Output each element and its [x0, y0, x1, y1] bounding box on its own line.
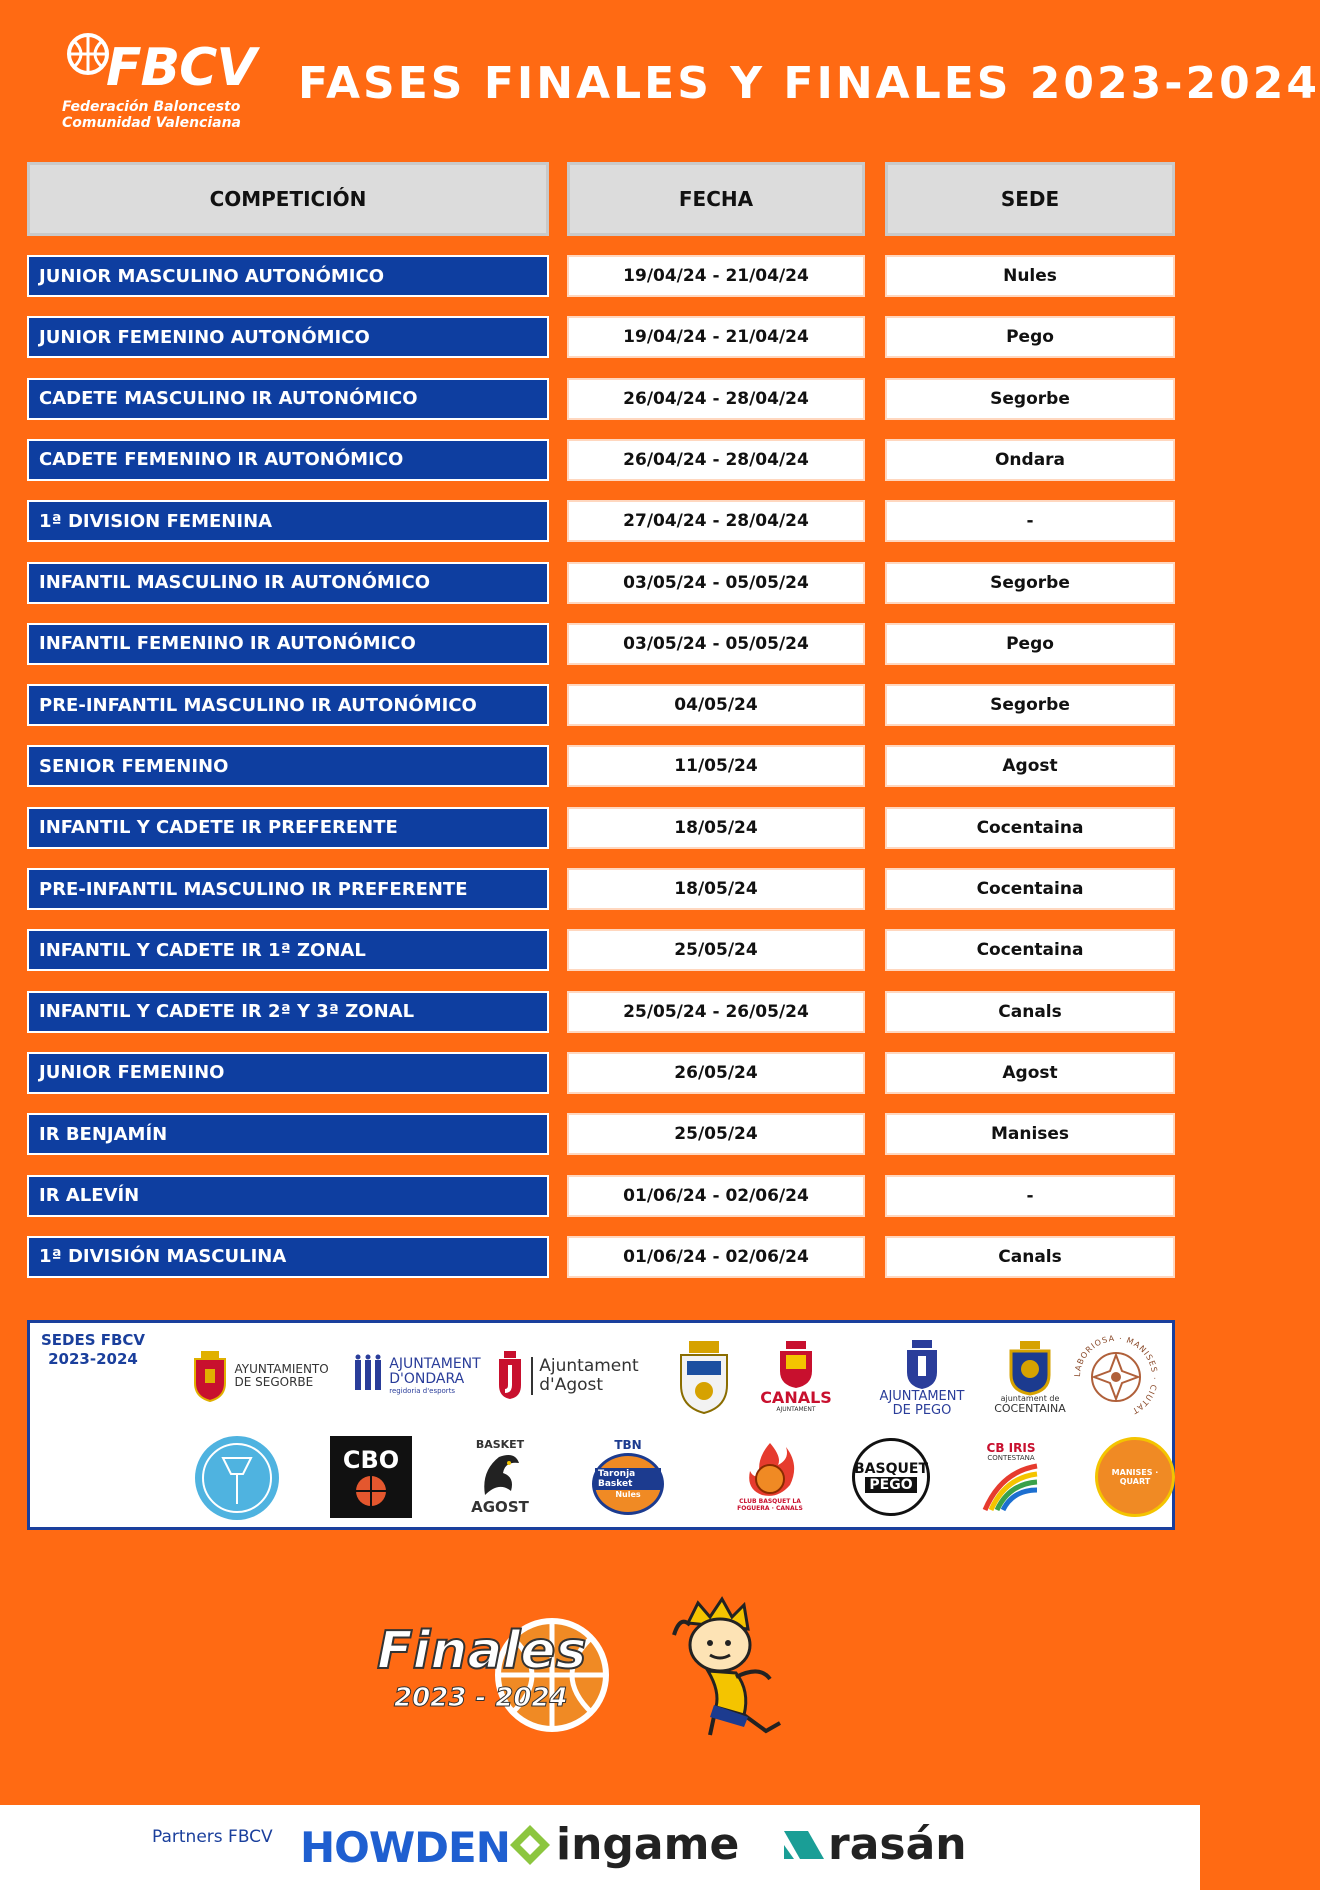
club-cs-logo [190, 1433, 284, 1523]
cell-fecha: 25/05/24 [567, 929, 865, 971]
cell-competicion: PRE-INFANTIL MASCULINO IR AUTONÓMICO [27, 684, 549, 726]
page-title: FASES FINALES Y FINALES 2023-2024 [298, 58, 1320, 109]
page-header [0, 0, 1320, 150]
sedes-title-line-2: 2023-2024 [48, 1350, 138, 1368]
cell-competicion: SENIOR FEMENINO [27, 745, 549, 787]
cell-fecha: 11/05/24 [567, 745, 865, 787]
cell-fecha: 25/05/24 - 26/05/24 [567, 991, 865, 1033]
sedes-panel [27, 1320, 1175, 1530]
cell-sede: Agost [885, 745, 1175, 787]
cell-sede: Segorbe [885, 378, 1175, 420]
ondara-emblem-icon [353, 1354, 383, 1398]
basket-agost-label-2: AGOST [471, 1497, 529, 1516]
cell-sede: Ondara [885, 439, 1175, 481]
finales-year: 2023 - 2024 [394, 1683, 568, 1713]
foguera-label: CLUB BASQUET LA FOGUERA · CANALS [737, 1498, 803, 1512]
basquet-pego-logo [845, 1433, 937, 1521]
cell-competicion: 1ª DIVISION FEMENINA [27, 500, 549, 542]
basket-agost-logo [450, 1431, 550, 1523]
cell-fecha: 27/04/24 - 28/04/24 [567, 500, 865, 542]
mascot-icon [670, 1595, 800, 1745]
cell-sede: - [885, 500, 1175, 542]
iris-label-1: CB IRIS [986, 1440, 1036, 1455]
cell-fecha: 26/05/24 [567, 1052, 865, 1094]
basquet-pego-label-2: PEGO [865, 1477, 916, 1493]
cell-fecha: 26/04/24 - 28/04/24 [567, 378, 865, 420]
cell-sede: Segorbe [885, 562, 1175, 604]
logo-line-2: Comunidad Valenciana [62, 115, 241, 131]
pego-crest-icon [904, 1340, 940, 1390]
agost-label-2: d'Agost [539, 1375, 604, 1395]
logo-mark: FBCV [106, 38, 256, 98]
cell-sede: Canals [885, 991, 1175, 1033]
cell-competicion: CADETE FEMENINO IR AUTONÓMICO [27, 439, 549, 481]
manises-logo [1066, 1331, 1166, 1423]
rasan-mark-icon [782, 1827, 826, 1863]
cell-competicion: IR ALEVÍN [27, 1175, 549, 1217]
cell-sede: Cocentaina [885, 868, 1175, 910]
cell-competicion: INFANTIL Y CADETE IR 2ª Y 3ª ZONAL [27, 991, 549, 1033]
cell-fecha: 01/06/24 - 02/06/24 [567, 1236, 865, 1278]
tbn-ball [592, 1453, 664, 1515]
cell-fecha: 26/04/24 - 28/04/24 [567, 439, 865, 481]
manises-quart-badge [1095, 1437, 1175, 1517]
cell-fecha: 19/04/24 - 21/04/24 [567, 255, 865, 297]
canals-label: CANALS [760, 1387, 832, 1407]
ondara-label-2: D'ONDARA [389, 1371, 465, 1388]
fbcv-logo [52, 28, 267, 138]
pego-label-2: DE PEGO [892, 1403, 952, 1418]
cbo-logo [330, 1436, 412, 1518]
cell-competicion: JUNIOR FEMENINO AUTONÓMICO [27, 316, 549, 358]
cell-competicion: 1ª DIVISIÓN MASCULINA [27, 1236, 549, 1278]
agost-emblem-icon [495, 1351, 525, 1401]
logo-line-1: Federación Baloncesto [62, 99, 241, 115]
agost-logo [492, 1345, 642, 1407]
sedes-title [38, 1331, 148, 1369]
basketball-icon [66, 32, 110, 76]
basquet-pego-badge [852, 1438, 930, 1516]
nules-crest-icon [675, 1339, 733, 1415]
partners-label: Partners FBCV [152, 1827, 273, 1847]
cell-competicion: INFANTIL MASCULINO IR AUTONÓMICO [27, 562, 549, 604]
basket-agost-label-1: BASKET [475, 1437, 525, 1451]
cbo-label: CBO [342, 1446, 400, 1474]
cell-sede: Cocentaina [885, 929, 1175, 971]
column-header-fecha: FECHA [567, 162, 865, 236]
cell-fecha: 03/05/24 - 05/05/24 [567, 562, 865, 604]
ondara-text [389, 1357, 480, 1395]
eagle-icon [475, 1451, 525, 1499]
cell-fecha: 18/05/24 [567, 807, 865, 849]
manises-quart-logo [1090, 1433, 1180, 1521]
manises-ring-icon [1072, 1333, 1160, 1421]
cell-fecha: 01/06/24 - 02/06/24 [567, 1175, 865, 1217]
finales-word: Finales [377, 1621, 587, 1681]
cocentaina-logo [980, 1335, 1080, 1421]
cell-fecha: 03/05/24 - 05/05/24 [567, 623, 865, 665]
rasan-logo [782, 1819, 967, 1870]
pego-logo [872, 1337, 972, 1421]
cocentaina-crest-icon [1008, 1341, 1052, 1395]
cell-fecha: 04/05/24 [567, 684, 865, 726]
iris-label-2: CONTESTANA [987, 1453, 1035, 1462]
ondara-logo [342, 1345, 492, 1407]
basquet-pego-label-1: BASQUET [854, 1461, 928, 1477]
flame-ball-icon [738, 1441, 802, 1499]
cell-sede: Agost [885, 1052, 1175, 1094]
rasan-label: rasán [828, 1819, 967, 1870]
column-header-sede: SEDE [885, 162, 1175, 236]
nules-crest [673, 1337, 735, 1417]
cocentaina-label-2: COCENTAINA [994, 1402, 1066, 1416]
cell-fecha: 18/05/24 [567, 868, 865, 910]
cell-fecha: 25/05/24 [567, 1113, 865, 1155]
club-cs-ball-icon [193, 1434, 281, 1522]
cell-sede: Canals [885, 1236, 1175, 1278]
cocentaina-label-1: ajuntament de [1000, 1393, 1060, 1403]
cell-sede: Segorbe [885, 684, 1175, 726]
cell-fecha: 19/04/24 - 21/04/24 [567, 316, 865, 358]
ingame-logo [508, 1819, 740, 1870]
cell-competicion: IR BENJAMÍN [27, 1113, 549, 1155]
ondara-label-1: AJUNTAMENT [389, 1355, 481, 1372]
cell-competicion: INFANTIL Y CADETE IR PREFERENTE [27, 807, 549, 849]
cell-competicion: INFANTIL FEMENINO IR AUTONÓMICO [27, 623, 549, 665]
howden-logo: HOWDEN [300, 1823, 510, 1872]
tbn-label-3: Nules [615, 1490, 641, 1500]
ingame-label: ingame [556, 1819, 740, 1870]
cell-sede: Manises [885, 1113, 1175, 1155]
foguera-logo [720, 1431, 820, 1523]
segorbe-label: AYUNTAMIENTO DE SEGORBE [234, 1361, 329, 1389]
cell-sede: Cocentaina [885, 807, 1175, 849]
agost-text [531, 1357, 638, 1394]
cell-competicion: JUNIOR MASCULINO AUTONÓMICO [27, 255, 549, 297]
rainbow-icon [981, 1462, 1041, 1512]
canals-logo [755, 1337, 837, 1417]
cell-sede: Pego [885, 623, 1175, 665]
column-header-competicion: COMPETICIÓN [27, 162, 549, 236]
segorbe-shield-icon [191, 1349, 229, 1403]
pego-label-1: AJUNTAMENT [879, 1388, 965, 1404]
cell-sede: - [885, 1175, 1175, 1217]
cell-competicion: INFANTIL Y CADETE IR 1ª ZONAL [27, 929, 549, 971]
cell-sede: Nules [885, 255, 1175, 297]
canals-sublabel: AJUNTAMENT [776, 1405, 816, 1413]
iris-logo [965, 1431, 1057, 1523]
cell-competicion: PRE-INFANTIL MASCULINO IR PREFERENTE [27, 868, 549, 910]
cell-sede: Pego [885, 316, 1175, 358]
tbn-label-1: TBN [614, 1438, 642, 1453]
tbn-logo [578, 1431, 678, 1523]
sedes-title-line-1: SEDES FBCV [40, 1331, 146, 1349]
cell-competicion: CADETE MASCULINO IR AUTONÓMICO [27, 378, 549, 420]
ingame-diamond-icon [508, 1823, 552, 1867]
tbn-label-2: Taronja Basket [595, 1468, 661, 1490]
cbo-content [343, 1446, 399, 1508]
cell-competicion: JUNIOR FEMENINO [27, 1052, 549, 1094]
partners-bar [0, 1805, 1200, 1890]
segorbe-logo [180, 1345, 355, 1407]
ondara-label-3: regidoria d'esports [389, 1386, 456, 1395]
canals-crest-icon [776, 1341, 816, 1389]
finales-logo [372, 1615, 632, 1735]
cbo-ball-icon [354, 1474, 388, 1508]
agost-label-1: Ajuntament [539, 1356, 639, 1377]
manises-quart-label: MANISES · QUART [1111, 1468, 1159, 1486]
manises-ring-text: LABORIOSA · MANISES · CIUTAT [1072, 1333, 1160, 1416]
